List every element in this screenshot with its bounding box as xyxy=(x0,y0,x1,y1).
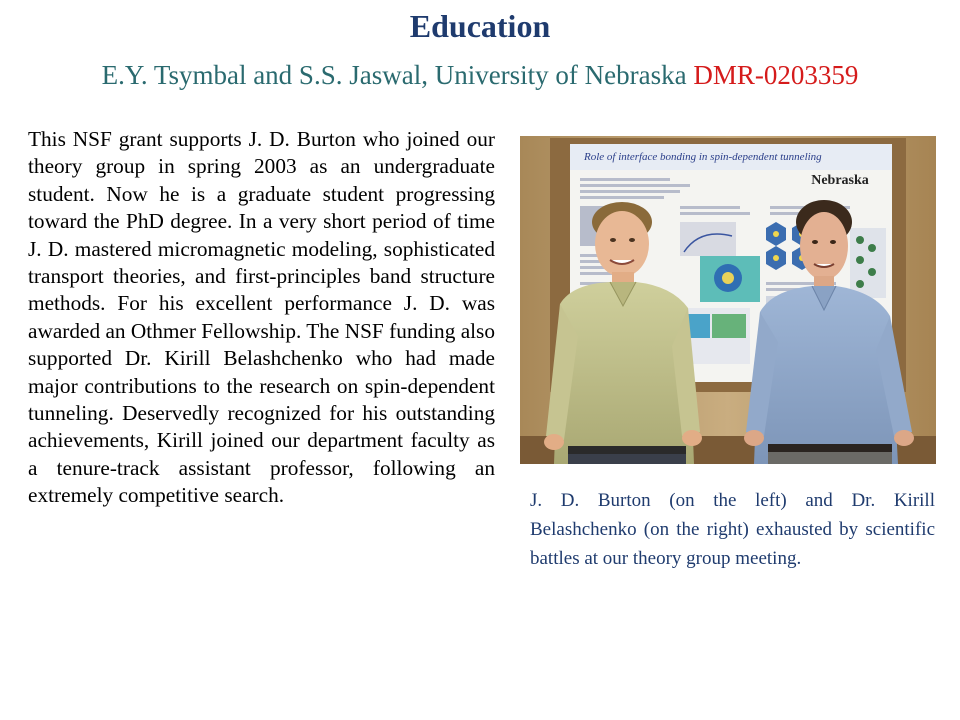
body-paragraph: This NSF grant supports J. D. Burton who joined our theory group in spring 2003 as an undergraduate student. Now he is a graduate student progressing toward the PhD degree. In a very short period of time J. D. mastered micromagnetic modeling, sophisticated transport theories, and first-principles band structure methods. For his excellent performance J. D. was awarded an Othmer Fellowship. The NSF funding also supported Dr. Kirill Belashchenko who had made major contributions to the research on spin-dependent tunneling. Deservedly recognized for his outstanding achievements, Kirill joined our department faculty as a tenure-track assistant professor, following an extremely competitive search. xyxy=(28,127,495,508)
grant-number: DMR-0203359 xyxy=(693,60,859,90)
page-subtitle xyxy=(0,60,960,91)
page-title: Education xyxy=(409,8,551,44)
photo-caption: J. D. Burton (on the left) and Dr. Kirill Belashchenko (on the right) exhausted by scientific battles at our theory group meeting. xyxy=(530,490,935,569)
poster-logo: Nebraska xyxy=(811,173,869,188)
authors-affiliation: E.Y. Tsymbal and S.S. Jaswal, University of Nebraska xyxy=(101,60,687,90)
photo-illustration xyxy=(520,136,936,464)
poster-title: Role of interface bonding in spin-dependent tunneling xyxy=(584,151,822,163)
group-photo xyxy=(520,136,936,464)
